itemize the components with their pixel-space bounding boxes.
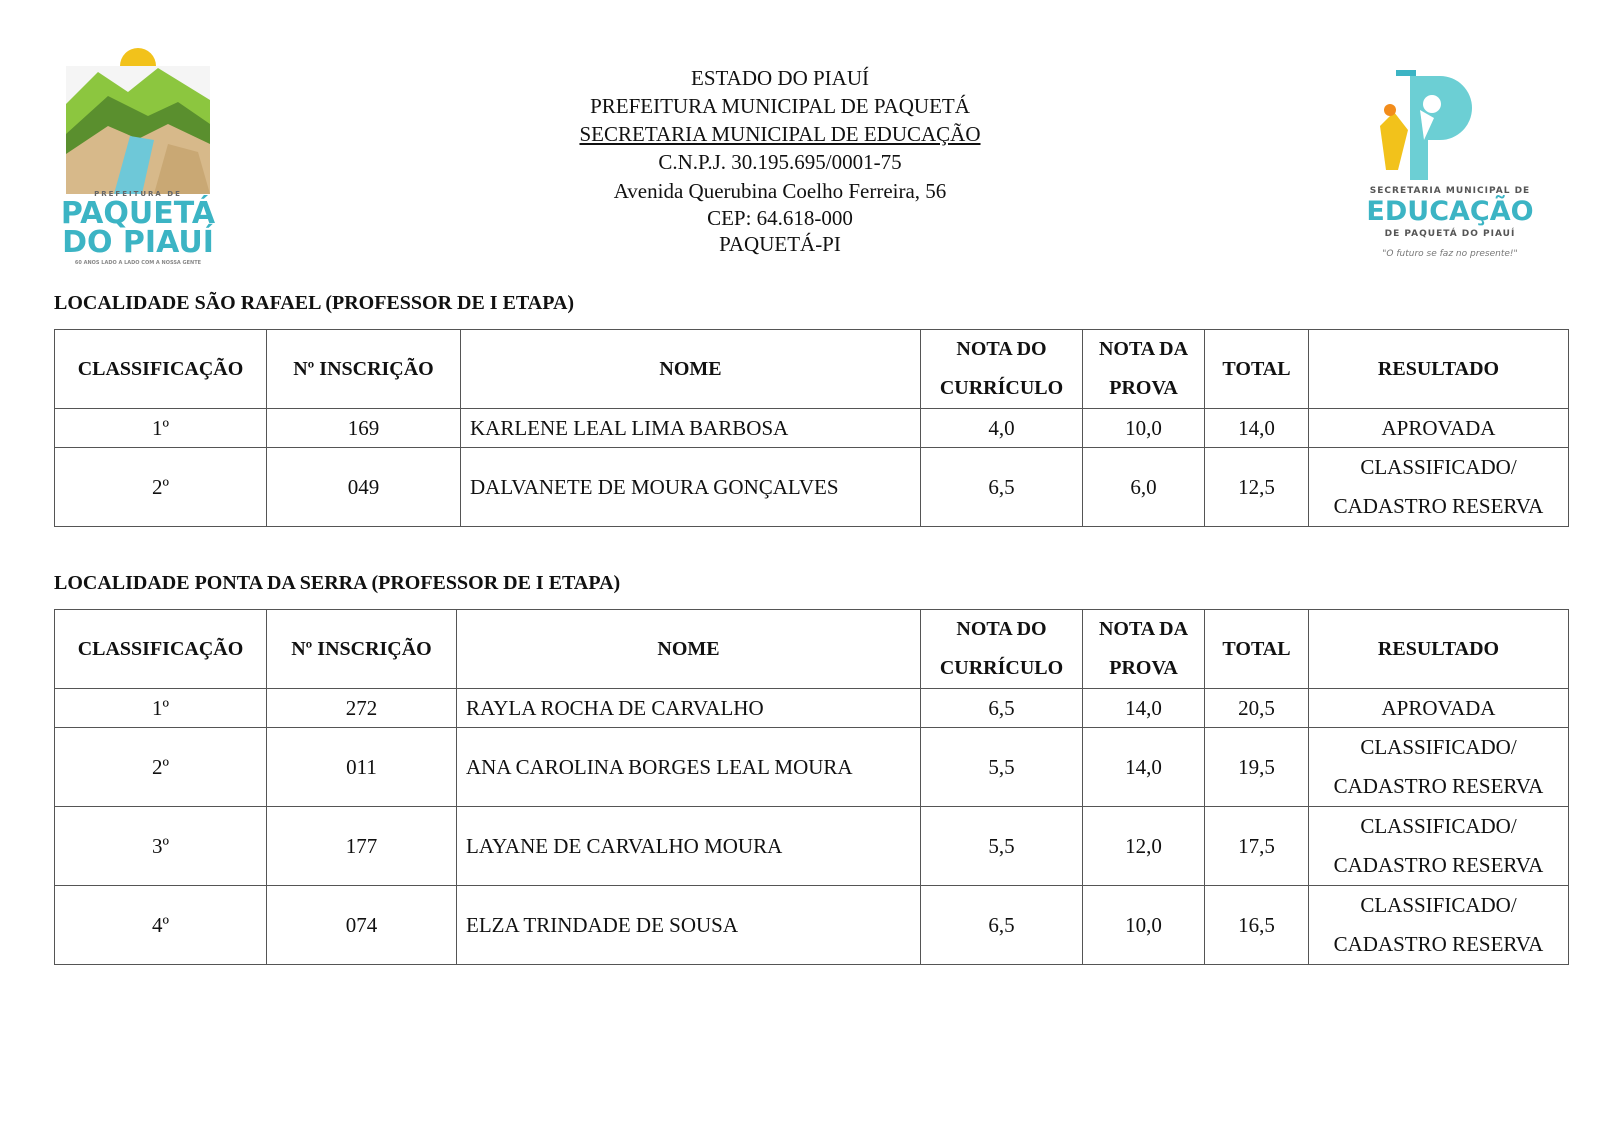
col-inscricao: Nº INSCRIÇÃO <box>267 330 461 409</box>
table-header-row <box>55 610 1569 689</box>
cell-classificacao: 3º <box>55 807 267 886</box>
cell-resultado <box>1309 448 1569 527</box>
cell-total: 14,0 <box>1205 409 1309 448</box>
landscape-emblem-icon <box>58 44 218 194</box>
cell-prova: 14,0 <box>1083 728 1205 807</box>
cell-nome: LAYANE DE CARVALHO MOURA <box>457 807 921 886</box>
cell-resultado-l1: CLASSIFICADO/ <box>1360 735 1517 759</box>
cell-total: 16,5 <box>1205 886 1309 965</box>
table-row <box>55 807 1569 886</box>
cell-curriculo: 4,0 <box>921 409 1083 448</box>
header-city: PAQUETÁ-PI <box>719 232 841 256</box>
col-resultado: RESULTADO <box>1309 330 1569 409</box>
col-curriculo <box>921 610 1083 689</box>
header-state: ESTADO DO PIAUÍ <box>691 66 869 90</box>
col-inscricao: Nº INSCRIÇÃO <box>267 610 457 689</box>
logo-right-tagline: "O futuro se faz no presente!" <box>1382 249 1518 259</box>
col-total: TOTAL <box>1205 610 1309 689</box>
cell-total: 19,5 <box>1205 728 1309 807</box>
col-classificacao: CLASSIFICAÇÃO <box>55 610 267 689</box>
cell-curriculo: 6,5 <box>921 886 1083 965</box>
cell-classificacao: 2º <box>55 728 267 807</box>
logo-right-top: SECRETARIA MUNICIPAL DE <box>1369 186 1531 196</box>
col-prova <box>1083 330 1205 409</box>
cell-resultado-l2: CADASTRO RESERVA <box>1333 932 1544 956</box>
section-title-sao-rafael: LOCALIDADE SÃO RAFAEL (PROFESSOR DE I ETAPA) <box>54 292 575 314</box>
logo-left-top: PREFEITURA DE <box>94 190 182 198</box>
col-prova-l1: NOTA DA <box>1098 338 1189 360</box>
cell-inscricao: 049 <box>267 448 461 527</box>
cell-prova: 10,0 <box>1083 886 1205 965</box>
col-curriculo-l1: NOTA DO <box>956 338 1047 360</box>
col-total: TOTAL <box>1205 330 1309 409</box>
document-header <box>480 64 1080 258</box>
cell-total: 12,5 <box>1205 448 1309 527</box>
col-curriculo-l1: NOTA DO <box>956 618 1047 640</box>
results-table-ponta-da-serra <box>54 609 1569 965</box>
logo-right-main: EDUCAÇÃO <box>1366 196 1534 227</box>
cell-inscricao: 272 <box>267 689 457 728</box>
cell-resultado <box>1309 807 1569 886</box>
cell-classificacao: 1º <box>55 409 267 448</box>
col-resultado: RESULTADO <box>1309 610 1569 689</box>
cell-resultado: APROVADA <box>1309 409 1569 448</box>
col-classificacao: CLASSIFICAÇÃO <box>55 330 267 409</box>
cell-total: 20,5 <box>1205 689 1309 728</box>
cell-curriculo: 5,5 <box>921 728 1083 807</box>
results-table-sao-rafael <box>54 329 1569 527</box>
cell-prova: 12,0 <box>1083 807 1205 886</box>
cell-classificacao: 1º <box>55 689 267 728</box>
cell-resultado-l2: CADASTRO RESERVA <box>1333 774 1544 798</box>
section-title-ponta-da-serra: LOCALIDADE PONTA DA SERRA (PROFESSOR DE I ETAPA) <box>54 572 621 594</box>
logo-left-line2: DO PIAUÍ <box>62 225 214 260</box>
cell-nome: RAYLA ROCHA DE CARVALHO <box>457 689 921 728</box>
cell-nome: ELZA TRINDADE DE SOUSA <box>457 886 921 965</box>
col-curriculo-l2: CURRÍCULO <box>939 377 1064 399</box>
header-prefeitura: PREFEITURA MUNICIPAL DE PAQUETÁ <box>590 94 970 118</box>
cell-nome: ANA CAROLINA BORGES LEAL MOURA <box>457 728 921 807</box>
header-address: Avenida Querubina Coelho Ferreira, 56 <box>613 179 947 203</box>
table-row <box>55 689 1569 728</box>
education-p-icon <box>1360 62 1540 184</box>
cell-resultado: APROVADA <box>1309 689 1569 728</box>
col-prova-l2: PROVA <box>1109 657 1178 679</box>
header-secretaria: SECRETARIA MUNICIPAL DE EDUCAÇÃO <box>579 122 981 146</box>
cell-resultado <box>1309 886 1569 965</box>
cell-curriculo: 6,5 <box>921 448 1083 527</box>
cell-inscricao: 177 <box>267 807 457 886</box>
cell-prova: 10,0 <box>1083 409 1205 448</box>
logo-right-sub: DE PAQUETÁ DO PIAUÍ <box>1384 229 1516 239</box>
table-row <box>55 886 1569 965</box>
secretaria-logo <box>1360 62 1540 272</box>
table-row <box>55 728 1569 807</box>
logo-left-line1: PAQUETÁ <box>60 196 216 231</box>
cell-resultado-l1: CLASSIFICADO/ <box>1360 814 1517 838</box>
cell-inscricao: 169 <box>267 409 461 448</box>
cell-resultado <box>1309 728 1569 807</box>
cell-inscricao: 074 <box>267 886 457 965</box>
prefeitura-logo <box>58 44 218 268</box>
cell-resultado-l1: CLASSIFICADO/ <box>1360 893 1517 917</box>
cell-inscricao: 011 <box>267 728 457 807</box>
table-row <box>55 409 1569 448</box>
col-prova-l1: NOTA DA <box>1098 618 1189 640</box>
col-prova <box>1083 610 1205 689</box>
table-row <box>55 448 1569 527</box>
col-curriculo <box>921 330 1083 409</box>
col-nome: NOME <box>461 330 921 409</box>
cell-curriculo: 5,5 <box>921 807 1083 886</box>
col-nome: NOME <box>457 610 921 689</box>
cell-curriculo: 6,5 <box>921 689 1083 728</box>
cell-resultado-l2: CADASTRO RESERVA <box>1333 494 1544 518</box>
cell-classificacao: 4º <box>55 886 267 965</box>
col-curriculo-l2: CURRÍCULO <box>939 657 1064 679</box>
cell-nome: DALVANETE DE MOURA GONÇALVES <box>461 448 921 527</box>
cell-total: 17,5 <box>1205 807 1309 886</box>
cell-resultado-l1: CLASSIFICADO/ <box>1360 455 1517 479</box>
cell-prova: 6,0 <box>1083 448 1205 527</box>
col-prova-l2: PROVA <box>1109 377 1178 399</box>
header-cnpj: C.N.P.J. 30.195.695/0001-75 <box>658 150 902 174</box>
cell-prova: 14,0 <box>1083 689 1205 728</box>
table-header-row <box>55 330 1569 409</box>
cell-nome: KARLENE LEAL LIMA BARBOSA <box>461 409 921 448</box>
cell-resultado-l2: CADASTRO RESERVA <box>1333 853 1544 877</box>
logo-left-tagline: 60 ANOS LADO A LADO COM A NOSSA GENTE <box>74 260 202 266</box>
header-cep: CEP: 64.618-000 <box>707 206 853 230</box>
cell-classificacao: 2º <box>55 448 267 527</box>
